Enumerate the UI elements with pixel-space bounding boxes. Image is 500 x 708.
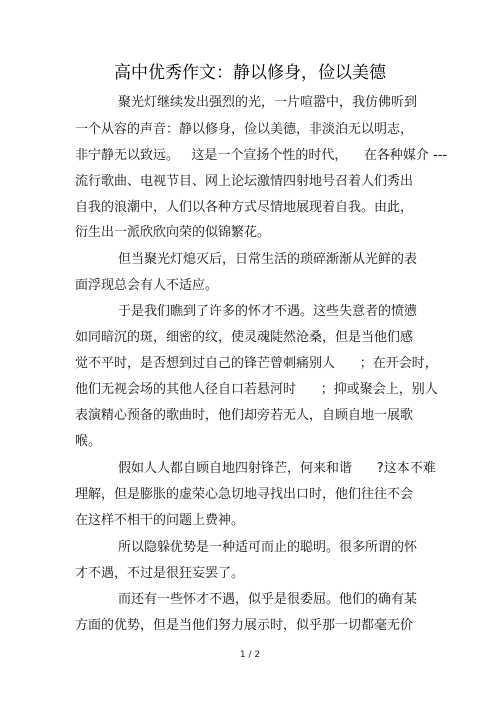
body-line: 流行歌曲、电视节目、网上论坛激情四射地号召着人们秀出 — [75, 174, 414, 189]
body-line: 喉。 — [75, 434, 102, 449]
body-line: 一个从容的声音：静以修身，俭以美德，非淡泊无以明志， — [75, 122, 414, 137]
body-line: 才不遇，不过是很狂妄罢了。 — [75, 566, 245, 581]
body-line: 自我的浪潮中，人们以各种方式尽情地展现着自我。由此， — [75, 200, 414, 215]
body-line: 于是我们瞧到了许多的怀才不遇。这些失意者的愤懑 — [118, 304, 418, 319]
essay-title: 高中优秀作文：静以修身，俭以美德 — [114, 63, 386, 83]
body-line: 觉不平时，是否想到过自己的锋芒曾刺痛别人 ；在开会时， — [75, 356, 438, 371]
body-line: 如同暗沉的斑，细密的纹，使灵魂陡然沧桑，但是当他们感 — [75, 330, 414, 345]
body-line: 假如人人都自顾自地四射锋芒，何来和谐 ?这本不难 — [118, 461, 436, 476]
body-line: 而还有一些怀才不遇，似乎是很委屈。他们的确有某 — [118, 592, 418, 607]
body-line: 在这样不相干的问题上费神。 — [75, 513, 245, 528]
body-line: 所以隐躲优势是一种适可而止的聪明。很多所谓的怀 — [118, 540, 418, 555]
body-line: 表演精心预备的歌曲时，他们却旁若无人，自顾自地一展歌 — [75, 408, 414, 423]
body-line: 他们无视会场的其他人径自口若悬河时 ；抑或聚会上，别人 — [75, 382, 438, 397]
body-line: 理解，但是膨胀的虚荣心急切地寻找出口时，他们往往不会 — [75, 487, 414, 502]
body-line: 非宁静无以致远。 这是一个宣扬个性的时代， 在各种媒介 --- — [75, 148, 448, 163]
body-line: 面浮现总会有人不适应。 — [75, 278, 219, 293]
page-number: 1 / 2 — [239, 650, 261, 660]
body-line: 聚光灯继续发出强烈的光，一片喧嚣中，我仿佛听到 — [118, 95, 418, 110]
body-line: 但当聚光灯熄灭后，日常生活的琐碎渐渐从光鲜的表 — [118, 252, 418, 267]
body-line: 衍生出一派欣欣向荣的似锦繁花。 — [75, 225, 271, 240]
body-line: 方面的优势，但是当他们努力展示时，似乎那一切都毫无价 — [75, 618, 414, 633]
